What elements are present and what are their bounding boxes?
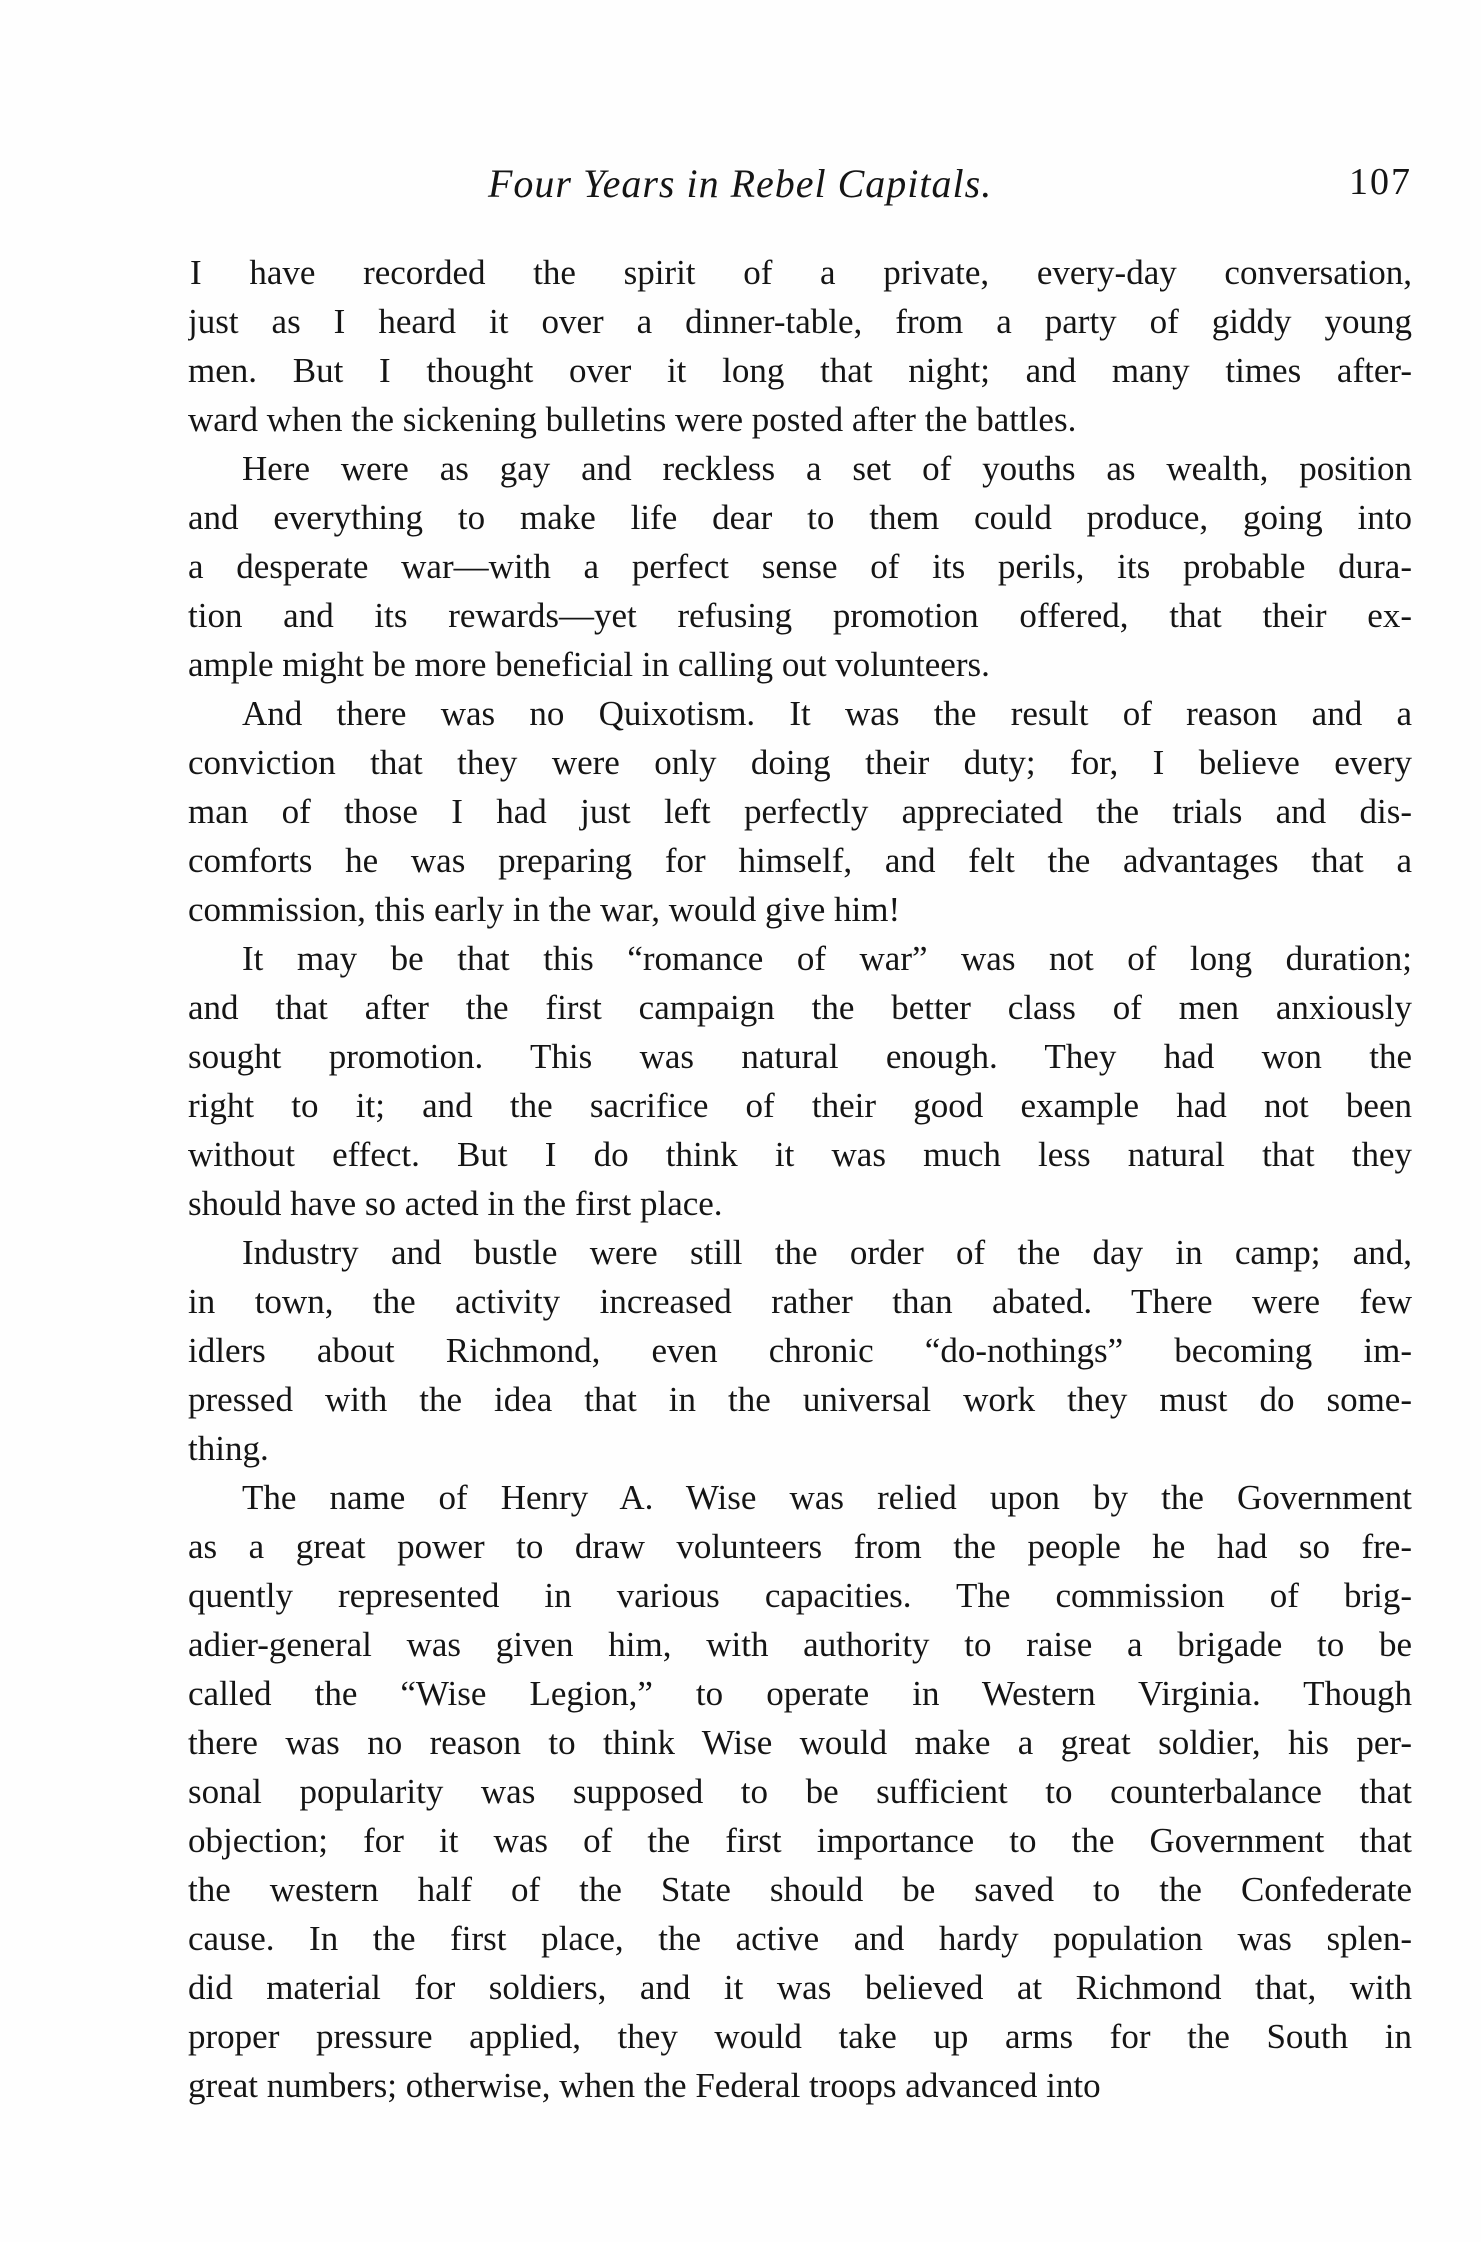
page-number: 107: [1349, 161, 1412, 203]
text-line: there was no reason to think Wise would make a great soldier, his per-: [188, 1723, 1412, 1762]
text-line: as a great power to draw volunteers from the people he had so fre-: [188, 1527, 1412, 1566]
paragraph: [188, 444, 1412, 689]
text-line: called the “Wise Legion,” to operate in Western Virginia. Though: [188, 1674, 1412, 1713]
text-line: conviction that they were only doing their duty; for, I believe every: [188, 743, 1412, 782]
paragraph: [188, 1228, 1412, 1473]
running-title: Four Years in Rebel Capitals.: [488, 161, 993, 206]
text-line: right to it; and the sacrifice of their good example had not been: [188, 1086, 1412, 1125]
text-line: tion and its rewards—yet refusing promotion offered, that their ex-: [188, 596, 1412, 635]
text-line: sought promotion. This was natural enough. They had won the: [188, 1037, 1412, 1076]
text-line: great numbers; otherwise, when the Federal troops advanced into: [188, 2066, 1101, 2105]
text-line: sonal popularity was supposed to be sufficient to counterbalance that: [188, 1772, 1412, 1811]
text-line: And there was no Quixotism. It was the result of reason and a: [242, 694, 1412, 733]
text-line: idlers about Richmond, even chronic “do-nothings” becoming im-: [188, 1331, 1412, 1370]
text-line: did material for soldiers, and it was believed at Richmond that, with: [188, 1968, 1412, 2007]
paragraph: [188, 934, 1412, 1228]
text-line: comforts he was preparing for himself, and felt the advantages that a: [188, 841, 1412, 880]
text-line: proper pressure applied, they would take up arms for the South in: [188, 2017, 1412, 2056]
paragraph: [188, 689, 1412, 934]
body-text: [188, 248, 1412, 2110]
text-line: men. But I thought over it long that night; and many times after-: [188, 351, 1412, 390]
running-head: [188, 160, 1412, 216]
text-line: objection; for it was of the first importance to the Government that: [188, 1821, 1412, 1860]
text-line: in town, the activity increased rather than abated. There were few: [188, 1282, 1412, 1321]
text-line: the western half of the State should be saved to the Confederate: [188, 1870, 1412, 1909]
text-line: ample might be more beneficial in calling out volunteers.: [188, 645, 990, 684]
text-line: Here were as gay and reckless a set of youths as wealth, position: [242, 449, 1412, 488]
text-line: commission, this early in the war, would give him!: [188, 890, 901, 929]
text-line: The name of Henry A. Wise was relied upon by the Government: [242, 1478, 1412, 1517]
text-line: should have so acted in the first place.: [188, 1184, 723, 1223]
text-line: a desperate war—with a perfect sense of its perils, its probable dura-: [188, 547, 1412, 586]
text-line: just as I heard it over a dinner-table, from a party of giddy young: [188, 302, 1412, 341]
text-line: man of those I had just left perfectly appreciated the trials and dis-: [188, 792, 1412, 831]
text-line: adier-general was given him, with authority to raise a brigade to be: [188, 1625, 1412, 1664]
text-line: without effect. But I do think it was much less natural that they: [188, 1135, 1412, 1174]
text-line: Industry and bustle were still the order of the day in camp; and,: [242, 1233, 1412, 1272]
text-line: quently represented in various capacities. The commission of brig-: [188, 1576, 1412, 1615]
paragraph: [188, 1473, 1412, 2110]
text-line: ward when the sickening bulletins were posted after the battles.: [188, 400, 1077, 439]
text-line: It may be that this “romance of war” was not of long duration;: [242, 939, 1412, 978]
text-line: and that after the first campaign the better class of men anxiously: [188, 988, 1412, 1027]
text-line: cause. In the first place, the active and hardy population was splen-: [188, 1919, 1412, 1958]
text-line: thing.: [188, 1429, 269, 1468]
paragraph: [188, 248, 1412, 444]
text-line: I have recorded the spirit of a private, every-day conversation,: [190, 253, 1412, 292]
text-line: and everything to make life dear to them could produce, going into: [188, 498, 1412, 537]
text-line: pressed with the idea that in the universal work they must do some-: [188, 1380, 1412, 1419]
